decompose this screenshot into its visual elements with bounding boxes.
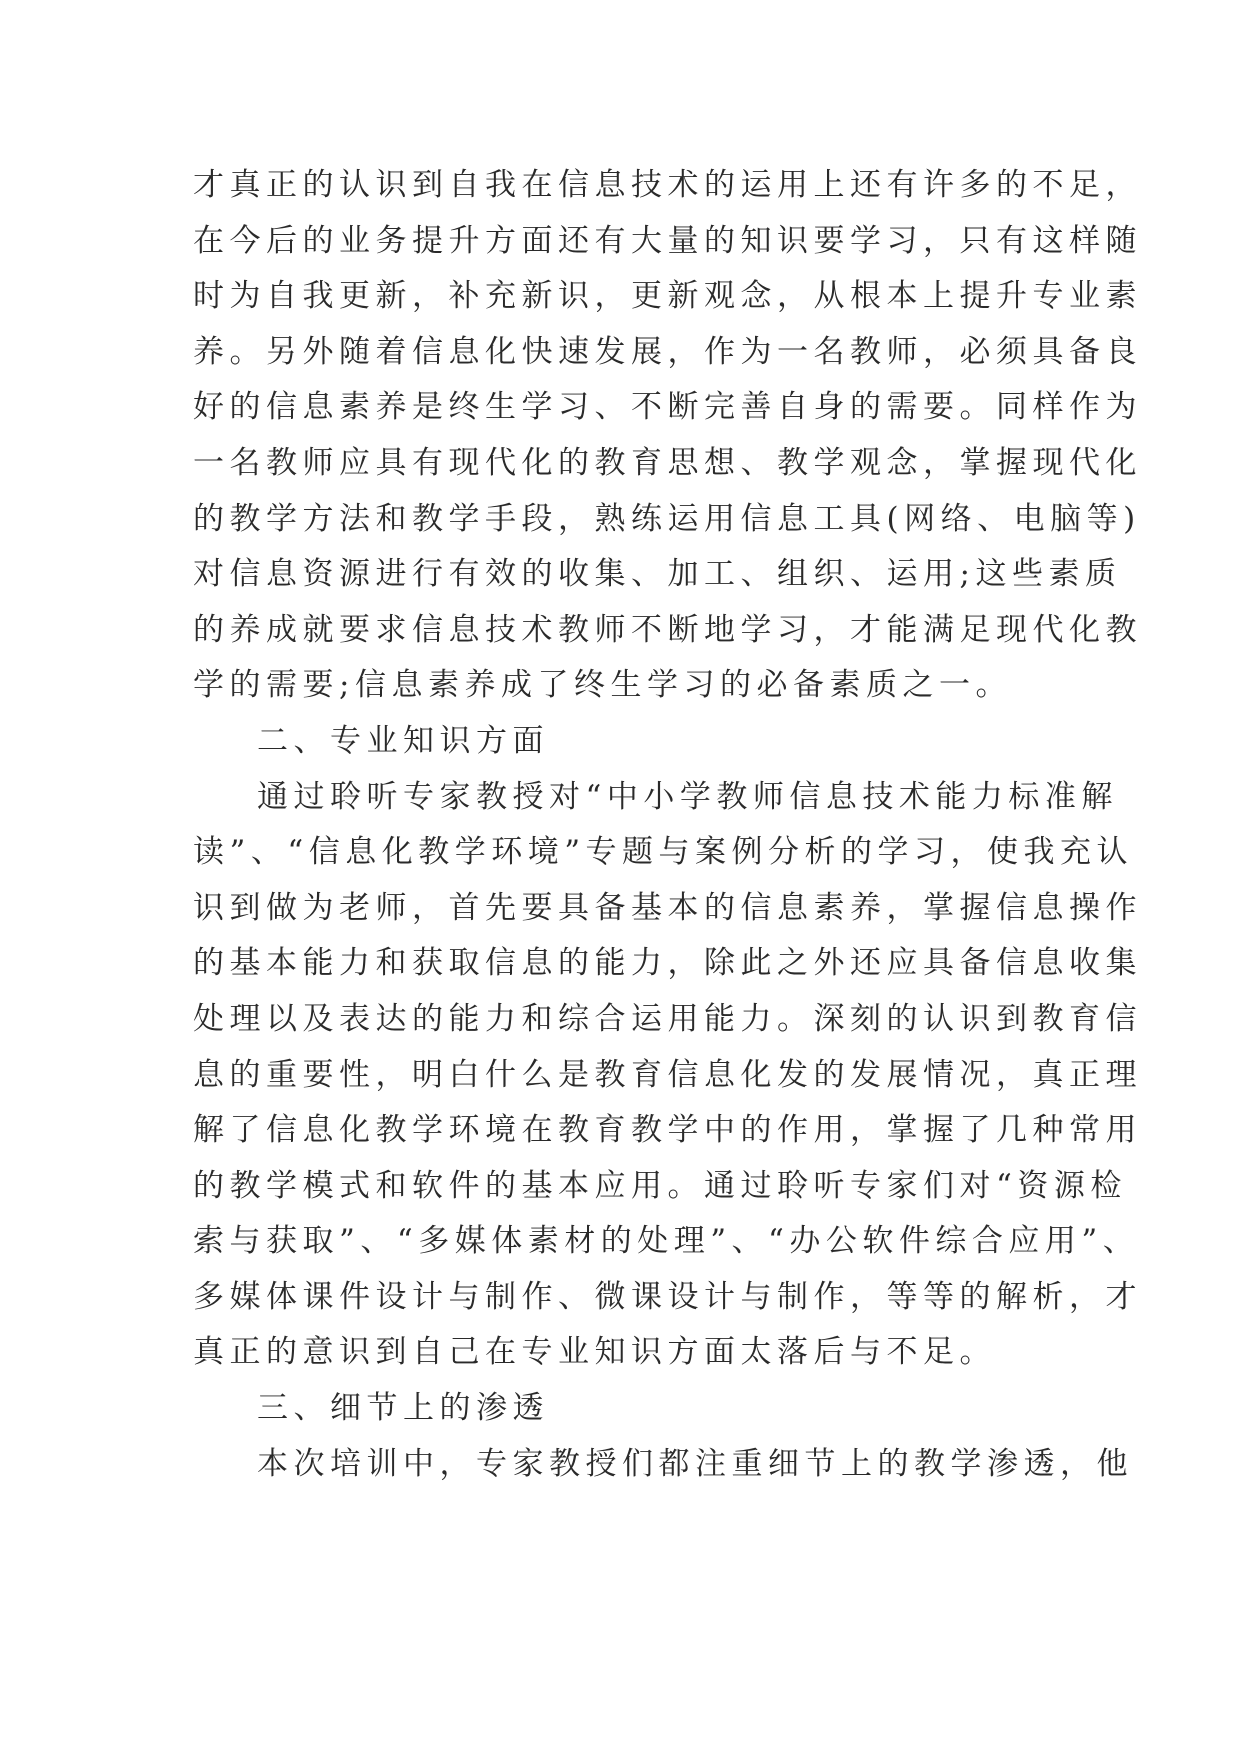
body-text — [193, 158, 1142, 1492]
text-line: 才真正的认识到自我在信息技术的运用上还有许多的不足， — [193, 167, 1142, 203]
text-line: 本次培训中，专家教授们都注重细节上的教学渗透，他 — [257, 1445, 1133, 1482]
text-line: 好的信息素养是终生学习、不断完善自身的需要。同样作为 — [193, 389, 1142, 426]
text-line: 一名教师应具有现代化的教育思想、教学观念，掌握现代化 — [193, 444, 1142, 481]
text-line: 通过聆听专家教授对“中小学教师信息技术能力标准解 — [257, 778, 1118, 815]
text-line: 处理以及表达的能力和综合运用能力。深刻的认识到教育信 — [193, 1000, 1142, 1037]
text-line: 对信息资源进行有效的收集、加工、组织、运用;这些素质 — [193, 556, 1122, 593]
text-line: 学的需要;信息素养成了终生学习的必备素质之一。 — [193, 667, 1012, 704]
text-line: 时为自我更新，补充新识，更新观念，从根本上提升专业素 — [193, 278, 1142, 315]
text-line: 息的重要性，明白什么是教育信息化发的发展情况，真正理 — [193, 1056, 1142, 1093]
text-line: 解了信息化教学环境在教育教学中的作用，掌握了几种常用 — [193, 1112, 1142, 1149]
text-line: 读”、“信息化教学环境”专题与案例分析的学习，使我充认 — [193, 834, 1134, 871]
text-line: 真正的意识到自己在专业知识方面太落后与不足。 — [193, 1334, 996, 1371]
text-line: 养。另外随着信息化快速发展，作为一名教师，必须具备良 — [193, 333, 1142, 370]
text-line: 识到做为老师，首先要具备基本的信息素养，掌握信息操作 — [193, 889, 1142, 926]
text-line: 三、细节上的渗透 — [257, 1390, 549, 1427]
text-line: 的教学模式和软件的基本应用。通过聆听专家们对“资源检 — [193, 1167, 1127, 1204]
text-line: 的基本能力和获取信息的能力，除此之外还应具备信息收集 — [193, 945, 1142, 982]
text-line: 的养成就要求信息技术教师不断地学习，才能满足现代化教 — [193, 611, 1142, 648]
text-line: 多媒体课件设计与制作、微课设计与制作，等等的解析，才 — [193, 1278, 1142, 1315]
text-line: 在今后的业务提升方面还有大量的知识要学习，只有这样随 — [193, 222, 1142, 259]
text-line: 的教学方法和教学手段，熟练运用信息工具(网络、电脑等) — [193, 500, 1141, 537]
text-line: 索与获取”、“多媒体素材的处理”、“办公软件综合应用”、 — [193, 1223, 1140, 1260]
text-line: 二、专业知识方面 — [257, 722, 549, 759]
